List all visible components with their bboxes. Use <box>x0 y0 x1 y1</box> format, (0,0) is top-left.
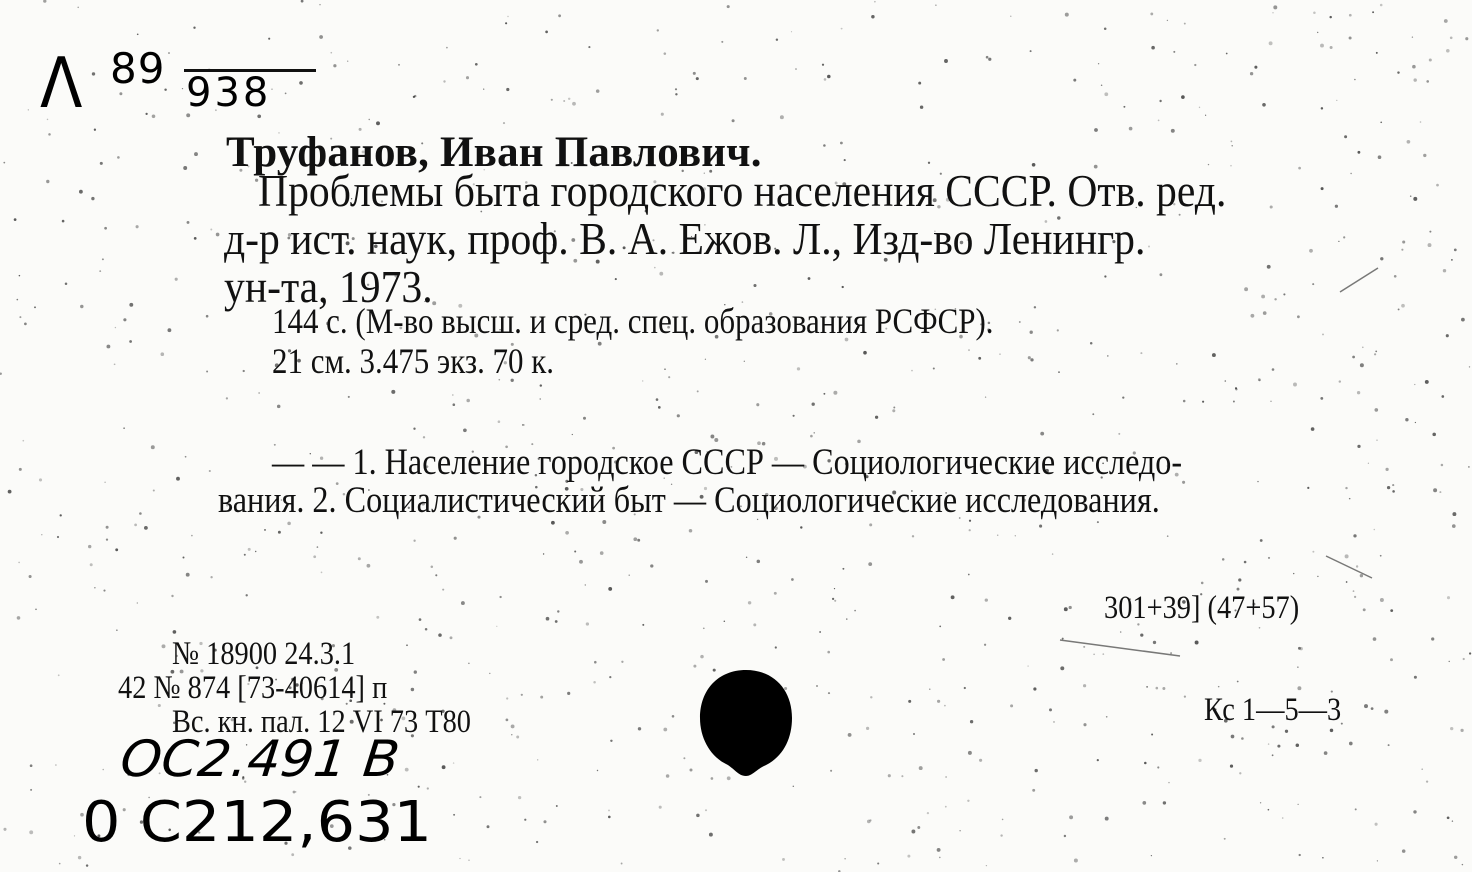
title-line: ун-та, 1973. <box>224 261 433 312</box>
punch-hole <box>698 666 794 778</box>
title-line: д-р ист. наук, проф. В. А. Ежов. Л., Изд-во Ленингр. <box>224 213 1146 264</box>
shelf-mark-number: 89 <box>110 44 166 93</box>
record-number-line: № 18900 24.3.1 <box>172 636 356 672</box>
price-code: Кс 1—5—3 <box>1204 692 1342 728</box>
handwritten-note: 0 C212,631 <box>82 790 433 855</box>
author-heading: Труфанов, Иван Павлович. <box>226 129 762 176</box>
subject-heading-line: — — 1. Население городское СССР — Социологические исследо- <box>272 442 1183 483</box>
handwritten-note: OC2.491 B <box>117 730 403 788</box>
record-number-line: Вс. кн. пал. 12 VI 73 Т80 <box>172 704 471 740</box>
collation-line: 144 с. (М-во высш. и сред. спец. образования РСФСР). <box>272 301 994 341</box>
shelf-mark-denominator: 938 <box>186 70 272 116</box>
shelf-mark-letter: Λ <box>40 42 85 124</box>
subject-heading-line: вания. 2. Социалистический быт — Социологические исследования. <box>218 480 1160 521</box>
classification-index: 301+39] (47+57) <box>1104 590 1300 626</box>
record-number-line: 42 № 874 [73-40614] п <box>118 670 388 706</box>
title-line: Проблемы быта городского населения СССР. Отв. ред. <box>258 165 1227 216</box>
collation-line: 21 см. 3.475 экз. 70 к. <box>272 341 555 381</box>
